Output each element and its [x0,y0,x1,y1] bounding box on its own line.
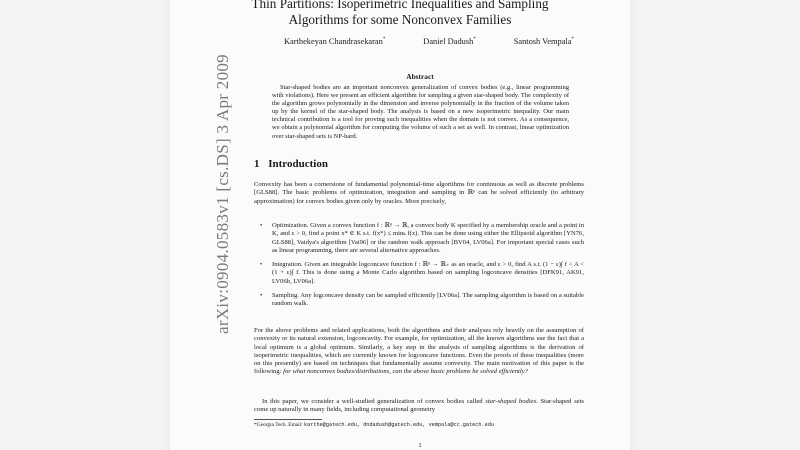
author-name: Daniel Dadush* [423,37,476,46]
list-item: • Integration. Given an integrable logconcave function f : ℝⁿ → ℝ₊ as an oracle, and ε > 0, find A s.t. (1 − ε)∫ f < A < (1 + ε)∫ f. This is done using a Monte Carlo algorithm based on sampling logconcave densities [DFK91, AK91, LV06b, LV06a]. [258,261,584,286]
footnote: *Georgia Tech. Email: karthe@gatech.edu, dndadush@gatech.edu, vempala@cc.gatech.edu [254,422,494,428]
arxiv-stamp-text: arXiv:0904.0583v1 [cs.DS] 3 Apr 2009 [213,54,232,334]
motivation-question: for what nonconvex bodies/distributions, can the above basic problems be solved efficiently? [283,368,528,376]
author-name: Santosh Vempala* [513,37,574,46]
footnote-divider [254,419,322,420]
abstract-text: Star-shaped bodies are an important nonconvex generalization of convex bodies (e.g., linear programming with violations). Here we present an efficient algorithm for sampling a given star-shaped body. The complexity of the algorithm grows polynomially in the dimension and inverse polynomially in the fraction of the volume taken up by the kernel of the star-shaped body. The analysis is based on a new isoperimetric inequality. Our main technical contribution is a tool for proving such inequalities when the domain is not convex. As a consequence, we obtain a polynomial algorithm for computing the volume of such a set as well. In contrast, linear optimization over star-shaped sets is NP-hard. [272,84,569,140]
section-heading [254,158,328,170]
footnote-emails: karthe@gatech.edu, dndadush@gatech.edu, vempala@cc.gatech.edu [304,422,494,428]
section-title: Introduction [268,158,328,170]
paper-title [240,0,560,28]
defined-term: star-shaped bodies [485,398,537,405]
section-number: 1 [254,158,260,170]
author-list [284,37,574,46]
intro-paragraph: In this paper, we consider a well-studied generalization of convex bodies called star-shaped bodies. Star-shaped sets come up naturally in many fields, including computational geometry [254,398,584,414]
list-item: • Sampling. Any logconcave density can be sampled efficiently [LV06a]. The sampling algorithm is based on a suitable random walk. [258,292,584,309]
arxiv-identifier-stamp [213,54,232,334]
problem-list [258,222,584,315]
page-number: 1 [418,442,422,449]
list-item: • Optimization. Given a convex function f : ℝⁿ → ℝ, a convex body K specified by a membership oracle and a point in K, and ε > 0, find a point x* ∈ K s.t. f(x*) ≤ minₖ f(x). This can be done using either the Ellipsoid algorithm [YN76, GLS88], Vaidya's algorithm [Vai96] or the random walk approach [BV04, LV06a]. For important special cases such as linear programming, there are several alternative approaches. [258,222,584,255]
title-line-2: Algorithms for some Nonconvex Families [288,12,512,27]
intro-paragraph: Convexity has been a cornerstone of fundamental polynomial-time algorithms for continuous as well as discrete problems [GLS88]. The basic problems of optimization, integration and sampling in ℝⁿ can be solved efficiently (to arbitrary approximation) for convex bodies given only by oracles. More precisely, [254,181,584,205]
author-name: Karthekeyan Chandrasekaran* [284,37,386,46]
intro-paragraph: For the above problems and related applications, both the algorithms and their analyses rely heavily on the assumption of convexity or its natural extension, logconcavity. For example, for optimization, all the known algorithms use the fact that a local optimum is a global optimum. Similarly, a key step in the analysis of sampling algorithms is the derivation of isoperimetric inequalities, which are currently known for logconcave functions. Even the proofs of these inequalities (more on this presently) are based on techniques that fundamentally assume convexity. The main motivation of this paper is the following: for what nonconvex bodies/distributions, can the above basic problems be solved efficiently? [254,327,584,376]
abstract-heading: Abstract [406,72,434,81]
title-line-1: Thin Partitions: Isoperimetric Inequalities and Sampling [251,0,549,11]
